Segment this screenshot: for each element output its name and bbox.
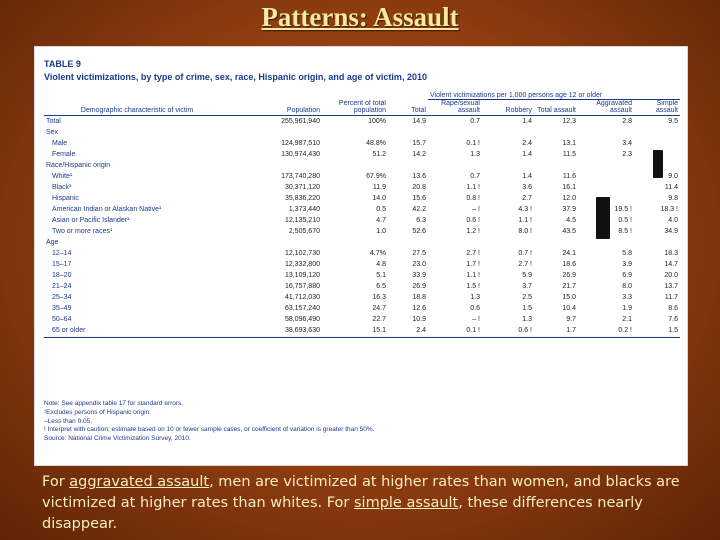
table-cell: 24.7 [372, 305, 386, 312]
table-cell: 1.3 [470, 151, 480, 158]
table-cell: 26.9 [412, 283, 426, 290]
table-number: TABLE 9 [44, 59, 81, 69]
table-cell: 18.6 [562, 261, 576, 268]
table-cell: 1.7 ! [466, 261, 480, 268]
table-cell: 8.5 ! [618, 228, 632, 235]
column-header: Percent of total population [322, 100, 388, 116]
table-cell: 0.5 ! [618, 217, 632, 224]
table-cell: 58,096,490 [284, 316, 320, 323]
table-row [44, 303, 680, 314]
table-cell: 67.9% [366, 173, 386, 180]
table-cell: 1,373,440 [288, 206, 320, 213]
section-heading: Age [46, 239, 59, 246]
table-cell: 15.6 [412, 195, 426, 202]
table-cell: 13.7 [664, 283, 678, 290]
column-header: Rape/sexual assault [428, 100, 482, 116]
table-cell: 9.7 [566, 316, 576, 323]
table-cell: 8.0 [622, 283, 632, 290]
table-cell: 0.2 ! [578, 325, 634, 338]
table-caption: Violent victimizations, by type of crime, sex, race, Hispanic origin, and age of victim, 2010 [44, 72, 427, 82]
table-cell: 12,102,730 [284, 250, 320, 257]
table-cell: 2.7 ! [466, 250, 480, 257]
row-label: White¹ [52, 173, 73, 180]
row-label: Total [46, 118, 61, 125]
table-cell: 2.7 [522, 195, 532, 202]
row-label: 35–49 [52, 305, 72, 312]
table-cell: 173,740,280 [281, 173, 320, 180]
table-note: Note: See appendix table 17 for standard errors. [44, 400, 184, 407]
table-cell: 1.3 [522, 316, 532, 323]
column-header: Demographic characteristic of victim [44, 100, 230, 116]
table-cell: 35,836,220 [284, 195, 320, 202]
table-cell: 2.4 [522, 140, 532, 147]
table-cell: 0.7 [470, 118, 480, 125]
row-label: 18–20 [52, 272, 72, 279]
table-cell: 8.6 [668, 305, 678, 312]
table-row [44, 182, 680, 193]
table-cell: 0.7 ! [518, 250, 532, 257]
table-cell: 12.0 [562, 195, 576, 202]
table-cell: 52.6 [412, 228, 426, 235]
table-cell: 14.0 [372, 195, 386, 202]
table-cell [578, 171, 634, 182]
table-cell: 2.8 [622, 118, 632, 125]
table-row [44, 171, 680, 182]
table-cell: 6.9 [622, 272, 632, 279]
table-cell: 0.7 [470, 173, 480, 180]
table-cell: 11.5 [562, 151, 576, 158]
row-label: 25–34 [52, 294, 72, 301]
table-cell: 20.0 [664, 272, 678, 279]
row-label: 50–64 [52, 316, 72, 323]
table-cell: 2.4 [388, 325, 428, 338]
table-cell: 4.7 [376, 217, 386, 224]
table-cell: 22.7 [372, 316, 386, 323]
table-cell: 3.7 [522, 283, 532, 290]
column-header: Total assault [534, 100, 578, 116]
table-cell: 20.8 [412, 184, 426, 191]
table-cell: 2,505,670 [288, 228, 320, 235]
table-cell: 4.0 [668, 217, 678, 224]
redaction-mark [596, 197, 610, 239]
table-cell: 13.1 [562, 140, 576, 147]
table-cell: 1.1 ! [466, 272, 480, 279]
simple-assault-link[interactable]: simple assault [353, 495, 459, 511]
table-cell: 37.9 [562, 206, 576, 213]
table-cell: 2.7 ! [518, 261, 532, 268]
table-cell: 51.2 [372, 151, 386, 158]
column-header: Aggravated assault [578, 100, 634, 116]
table-row [44, 226, 680, 237]
table-cell: 12,135,210 [284, 217, 320, 224]
section-heading-row [44, 237, 680, 248]
table-row [44, 270, 680, 281]
table-row [44, 314, 680, 325]
table-cell: 13,109,120 [284, 272, 320, 279]
table-cell: 19.5 ! [614, 206, 632, 213]
table-cell: 3.6 [522, 184, 532, 191]
table-cell: 0.6 [470, 305, 480, 312]
row-label: Female [52, 151, 76, 158]
table-cell: 4.7% [370, 250, 386, 257]
table-cell: 27.5 [412, 250, 426, 257]
table-cell: 1.5 [522, 305, 532, 312]
row-label: 15–17 [52, 261, 72, 268]
column-header: Total [388, 100, 428, 116]
table-row [44, 215, 680, 226]
row-label: 65 or older [44, 325, 230, 338]
table-cell: 26.9 [562, 272, 576, 279]
table-note: Source: National Crime Victimization Survey, 2010. [44, 435, 191, 443]
table-cell: 0.8 ! [466, 195, 480, 202]
table-cell: 0.1 ! [428, 325, 482, 338]
table-cell: 11.6 [562, 173, 576, 180]
table-cell: 30,371,120 [284, 184, 320, 191]
table-cell: 12,332,800 [284, 261, 320, 268]
table-cell: 2.5 [522, 294, 532, 301]
table-cell: 1.9 [622, 305, 632, 312]
table-cell: 11.7 [664, 294, 678, 301]
table-cell: 1.7 [534, 325, 578, 338]
table-cell: 9.8 [668, 195, 678, 202]
caption-text-2: , men are victimized at higher rates than women, and blacks are victimized at higher rates than whites. For [42, 474, 680, 511]
table-cell: 1.0 [376, 228, 386, 235]
table-cell: 38,693,630 [230, 325, 322, 338]
table-cell: 10.4 [562, 305, 576, 312]
table-cell: 130,974,430 [281, 151, 320, 158]
table-cell: 1.4 [522, 173, 532, 180]
table-cell: 34.9 [664, 228, 678, 235]
table-cell: 4.8 [376, 261, 386, 268]
row-label: Two or more races¹ [52, 228, 113, 235]
table-cell: 13.6 [412, 173, 426, 180]
table-cell: 18.3 [664, 250, 678, 257]
table-cell: 4.5 [566, 217, 576, 224]
slide-title: Patterns: Assault [261, 2, 459, 32]
table-cell: – ! [472, 316, 480, 323]
row-label: American Indian or Alaskan Native¹ [52, 206, 162, 213]
table-cell: 6.3 [416, 217, 426, 224]
caption-text-1: For [42, 474, 70, 490]
section-heading-row [44, 160, 680, 171]
row-label: 21–24 [52, 283, 72, 290]
table-cell: 14.9 [412, 118, 426, 125]
table-cell: 18.3 ! [660, 206, 678, 213]
table-cell: 11.9 [372, 184, 386, 191]
table-cell: 6.5 [376, 283, 386, 290]
table-cell: 2.3 [622, 151, 632, 158]
table-cell: 0.1 ! [466, 140, 480, 147]
table-cell: 100% [368, 118, 386, 125]
table-cell: 41,712,030 [284, 294, 320, 301]
table-cell: 24.1 [562, 250, 576, 257]
table-cell: 3.9 [622, 261, 632, 268]
table-cell: 42.2 [412, 206, 426, 213]
table-cell: 1.4 [522, 118, 532, 125]
table-cell: 14.7 [664, 261, 678, 268]
table-cell: 1.2 ! [466, 228, 480, 235]
table-row [44, 259, 680, 270]
table-cell: 124,987,510 [281, 140, 320, 147]
table-cell: 5.1 [376, 272, 386, 279]
table-row [44, 193, 680, 204]
table-image-panel [34, 46, 688, 466]
row-label: 12–14 [52, 250, 72, 257]
table-cell: 63,157,240 [284, 305, 320, 312]
table-row [44, 248, 680, 259]
table-cell: 43.5 [562, 228, 576, 235]
table-cell: 2.1 [622, 316, 632, 323]
table-cell: 15.7 [412, 140, 426, 147]
table-cell: 0.5 [376, 206, 386, 213]
row-label: Black¹ [52, 184, 72, 191]
table-cell: 0.6 ! [466, 217, 480, 224]
table-cell: 1.1 ! [518, 217, 532, 224]
table-cell: 5.8 [622, 250, 632, 257]
section-heading-row [44, 127, 680, 138]
table-cell: 1.3 [470, 294, 480, 301]
table-cell: 255,961,940 [281, 118, 320, 125]
table-cell: 1.1 ! [466, 184, 480, 191]
table-cell: 48.8% [366, 140, 386, 147]
section-heading: Sex [46, 129, 59, 136]
table-row [44, 149, 680, 160]
column-header: Robbery [482, 100, 534, 116]
table-cell: 23.0 [412, 261, 426, 268]
table-cell: 12.6 [412, 305, 426, 312]
table-note: ¹Excludes persons of Hispanic origin. [44, 408, 151, 416]
column-header: Population [230, 100, 322, 116]
table-cell: 8.0 ! [518, 228, 532, 235]
table-row [44, 325, 680, 338]
table-cell: 4.3 ! [518, 206, 532, 213]
row-label: Hispanic [52, 195, 79, 202]
table-cell: 1.4 [522, 151, 532, 158]
table-row [44, 204, 680, 215]
table-cell: 11.4 [664, 184, 678, 191]
row-label: Male [52, 140, 68, 147]
table-cell: 21.7 [562, 283, 576, 290]
table-cell [578, 182, 634, 193]
table-cell: 0.6 ! [482, 325, 534, 338]
table-cell [634, 138, 680, 149]
table-cell: 18.8 [412, 294, 426, 301]
victimization-table [44, 88, 680, 338]
table-cell: 7.6 [668, 316, 678, 323]
table-cell: 10.9 [412, 316, 426, 323]
section-heading: Race/Hispanic origin [46, 162, 111, 169]
table-row [44, 292, 680, 303]
table-cell: 3.3 [622, 294, 632, 301]
span-header: Violent victimizations per 1,000 persons age 12 or older [428, 88, 680, 100]
table-note: ! Interpret with caution; estimate based on 10 or fewer sample cases, or coefficient of variation is greater than 50%. [44, 426, 375, 434]
table-cell: 15.1 [322, 325, 388, 338]
table-row [44, 116, 680, 128]
table-cell: 14.2 [412, 151, 426, 158]
table-cell: 33.9 [412, 272, 426, 279]
table-row [44, 138, 680, 149]
table-cell: 12.3 [562, 118, 576, 125]
table-cell: 5.9 [522, 272, 532, 279]
table-cell: 16.3 [372, 294, 386, 301]
table-notes [44, 400, 374, 444]
table-cell: 9.0 [668, 173, 678, 180]
caption-text-3: , these differences nearly disappear. [42, 495, 643, 532]
slide-caption [42, 472, 682, 535]
table-cell: – ! [472, 206, 480, 213]
table-cell: 16.1 [562, 184, 576, 191]
table-cell: 16,757,880 [284, 283, 320, 290]
table-cell: 9.5 [668, 118, 678, 125]
table-note: –Less than 0.05. [44, 417, 93, 425]
redaction-mark [653, 150, 663, 178]
table-cell: 1.5 [634, 325, 680, 338]
row-label: Asian or Pacific Islander¹ [52, 217, 130, 224]
table-cell: 15.0 [562, 294, 576, 301]
table-cell: 1.5 ! [466, 283, 480, 290]
table-cell: 3.4 [622, 140, 632, 147]
column-header: Simple assault [634, 100, 680, 116]
aggravated-assault-link[interactable]: aggravated assault [69, 474, 210, 490]
table-row [44, 281, 680, 292]
